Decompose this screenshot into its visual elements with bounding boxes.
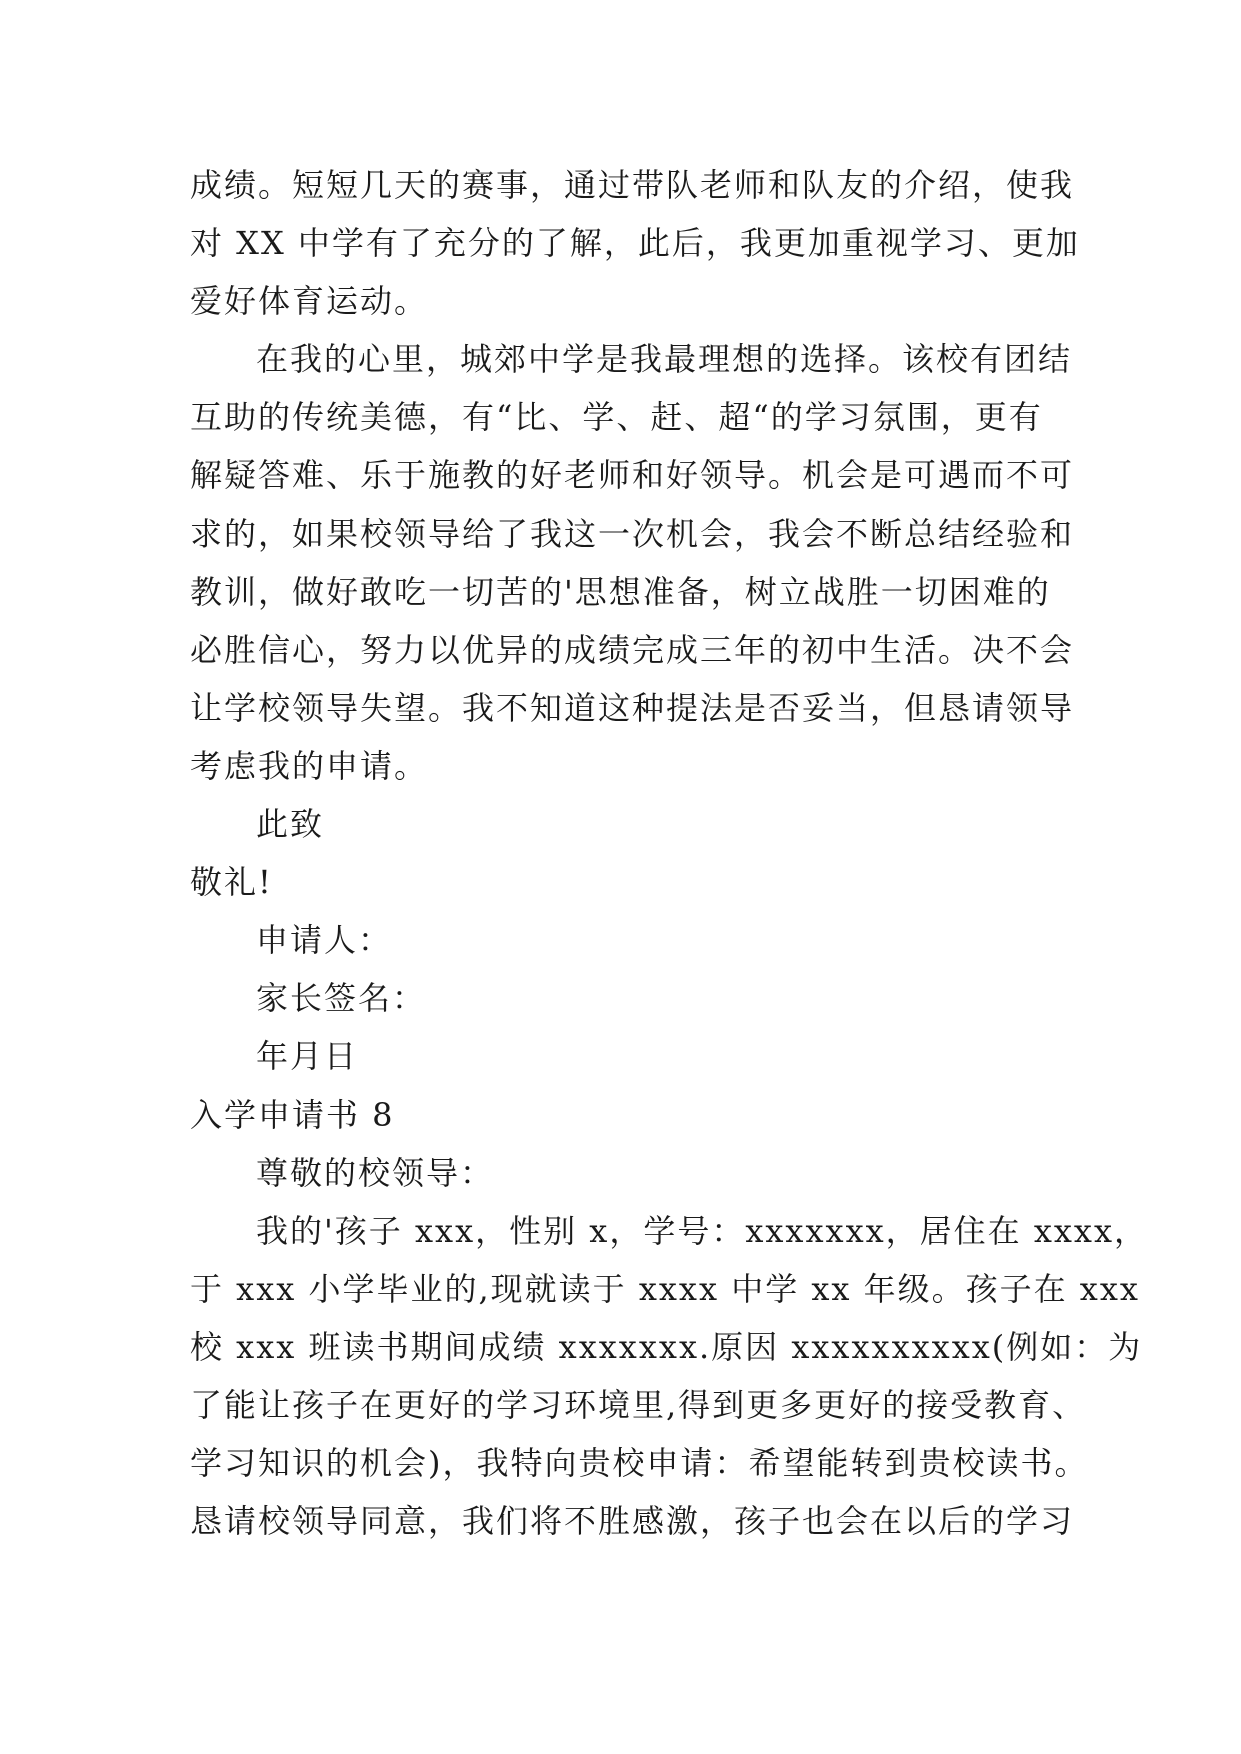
date-label: 年月日 bbox=[256, 1037, 359, 1076]
text-line: 求的，如果校领导给了我这一次机会，我会不断总结经验和 bbox=[190, 514, 1075, 553]
text-line: 在我的心里，城郊中学是我最理想的选择。该校有团结 bbox=[256, 340, 1073, 379]
text-line: 学习知识的机会)，我特向贵校申请：希望能转到贵校读书。 bbox=[190, 1444, 1089, 1483]
parent-signature-label: 家长签名： bbox=[256, 979, 427, 1018]
greeting: 尊敬的校领导： bbox=[256, 1153, 495, 1192]
applicant-label: 申请人： bbox=[256, 921, 393, 960]
text-line: 成绩。短短几天的赛事，通过带队老师和队友的介绍，使我 bbox=[190, 166, 1075, 204]
text-line: 恳请校领导同意，我们将不胜感激，孩子也会在以后的学习 bbox=[190, 1502, 1075, 1541]
section-title: 入学申请书 8 bbox=[190, 1095, 395, 1134]
text-line: 教训，做好敢吃一切苦的'思想准备，树立战胜一切困难的 bbox=[190, 572, 1051, 611]
text-line: 互助的传统美德，有“比、学、赶、超“的学习氛围，更有 bbox=[190, 398, 1043, 437]
closing-salutation: 此致 bbox=[256, 805, 325, 844]
text-line: 爱好体育运动。 bbox=[190, 282, 429, 321]
document-body bbox=[190, 156, 1149, 1550]
text-line: 解疑答难、乐于施教的好老师和好领导。机会是可遇而不可 bbox=[190, 456, 1075, 495]
text-line: 考虑我的申请。 bbox=[190, 746, 429, 785]
text-line: 必胜信心，努力以优异的成绩完成三年的初中生活。决不会 bbox=[190, 630, 1075, 669]
text-line: 让学校领导失望。我不知道这种提法是否妥当，但恳请领导 bbox=[190, 688, 1075, 727]
text-line: 于 xxx 小学毕业的,现就读于 xxxx 中学 xx 年级。孩子在 xxx bbox=[190, 1269, 1140, 1308]
text-line: 了能让孩子在更好的学习环境里,得到更多更好的接受教育、 bbox=[190, 1385, 1087, 1424]
text-line: 对 XX 中学有了充分的了解，此后，我更加重视学习、更加 bbox=[190, 224, 1080, 263]
text-line: 校 xxx 班读书期间成绩 xxxxxxx.原因 xxxxxxxxxx(例如：为 bbox=[190, 1327, 1143, 1366]
text-line: 我的'孩子 xxx，性别 x，学号：xxxxxxx，居住在 xxxx， bbox=[256, 1211, 1149, 1250]
closing-respect: 敬礼! bbox=[190, 863, 273, 902]
